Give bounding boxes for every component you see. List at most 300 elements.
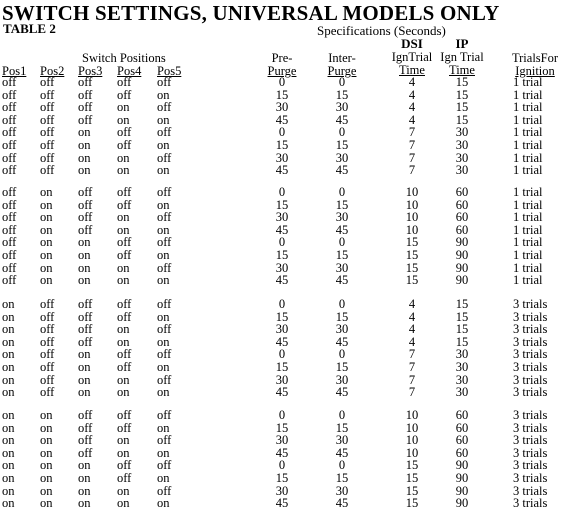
trials-cell: 3 trials <box>513 471 548 485</box>
ip-time-cell: 90 <box>455 458 469 473</box>
ip-time-cell: 15 <box>455 112 469 127</box>
trials-cell: 1 trial <box>513 248 543 262</box>
interpurge-cell: 45 <box>335 385 349 400</box>
pos1-cell: on <box>2 483 15 498</box>
pos5-cell: on <box>157 309 170 324</box>
interpurge-cell: 15 <box>335 87 349 102</box>
prepurge-cell: 0 <box>278 297 286 311</box>
pos4-cell: on <box>117 322 130 337</box>
ip-time-cell: 30 <box>455 125 469 140</box>
pos4-cell: on <box>117 163 130 178</box>
trials-cell: 3 trials <box>513 360 548 374</box>
dsi-time-cell: 15 <box>405 273 419 288</box>
trials-cell: 1 trial <box>513 210 543 225</box>
trials-header-line2: Ignition <box>515 64 555 78</box>
prepurge-cell: 30 <box>275 100 289 115</box>
pos3-cell: on <box>78 235 91 250</box>
pos4-cell: on <box>117 210 130 225</box>
pos5-cell: off <box>157 408 172 422</box>
interpurge-cell: 30 <box>335 260 349 275</box>
prepurge-cell: 30 <box>275 433 289 448</box>
ip-header: IP <box>455 36 469 51</box>
trials-cell: 1 trial <box>513 87 543 102</box>
ip-time-cell: 15 <box>455 297 469 311</box>
pos4-cell: on <box>117 483 130 498</box>
prepurge-cell: 15 <box>275 87 289 102</box>
prepurge-cell: 30 <box>275 210 289 225</box>
pos4-cell: off <box>117 309 132 324</box>
interpurge-cell: 0 <box>338 185 346 199</box>
pos2-cell: off <box>40 347 55 362</box>
pos5-cell: on <box>157 222 170 237</box>
prepurge-cell: 0 <box>278 347 286 362</box>
pos3-cell: off <box>78 334 93 349</box>
interpurge-cell: 30 <box>335 210 349 225</box>
interpurge-cell: 30 <box>335 100 349 115</box>
prepurge-cell: 45 <box>275 334 289 349</box>
pos1-cell: off <box>2 75 17 89</box>
dsi-time-cell: 7 <box>408 385 416 400</box>
pos3-cell: on <box>78 248 91 262</box>
pos4-cell: on <box>117 385 130 400</box>
prepurge-cell: 0 <box>278 185 286 199</box>
trials-cell: 3 trials <box>513 483 548 498</box>
pos4-cell: off <box>117 185 132 199</box>
prepurge-cell: 45 <box>275 112 289 127</box>
pos2-cell: off <box>40 297 55 311</box>
prepurge-cell: 30 <box>275 260 289 275</box>
pos1-cell: on <box>2 309 15 324</box>
prepurge-cell: 15 <box>275 309 289 324</box>
pos2-cell: off <box>40 385 55 400</box>
ip-time-cell: 30 <box>455 347 469 362</box>
pos4-cell: off <box>117 235 132 250</box>
trials-cell: 3 trials <box>513 297 548 311</box>
pos1-cell: on <box>2 496 15 511</box>
pos5-cell: off <box>157 458 172 473</box>
interpurge-header-line1: Inter- <box>328 51 356 65</box>
dsi-time-cell: 10 <box>405 445 419 460</box>
pos5-cell: on <box>157 360 170 374</box>
dsi-time-cell: 15 <box>405 235 419 250</box>
pos4-cell: off <box>117 297 132 311</box>
pos1-cell: on <box>2 471 15 485</box>
pos1-cell: off <box>2 260 17 275</box>
pos4-cell: on <box>117 433 130 448</box>
interpurge-cell: 45 <box>335 222 349 237</box>
trials-cell: 3 trials <box>513 458 548 473</box>
interpurge-cell: 15 <box>335 420 349 435</box>
pos4-cell: off <box>117 125 132 140</box>
switch-positions-header: Switch Positions <box>82 51 166 65</box>
ip-time-cell: 15 <box>455 75 469 89</box>
pos5-cell: off <box>157 297 172 311</box>
interpurge-cell: 0 <box>338 347 346 362</box>
ip-time-cell: 90 <box>455 235 469 250</box>
pos1-cell: off <box>2 273 17 288</box>
prepurge-cell: 45 <box>275 496 289 511</box>
trials-cell: 3 trials <box>513 309 548 324</box>
pos2-cell: on <box>40 260 53 275</box>
pos3-cell: off <box>78 75 93 89</box>
pos4-cell: off <box>117 420 132 435</box>
dsi-time-cell: 10 <box>405 222 419 237</box>
dsi-time-cell: 4 <box>408 87 416 102</box>
ip-time-cell: 30 <box>455 372 469 387</box>
pos3-cell: on <box>78 372 91 387</box>
pos3-cell: off <box>78 420 93 435</box>
prepurge-cell: 15 <box>275 138 289 152</box>
pos2-cell: off <box>40 150 55 165</box>
pos3-cell: on <box>78 483 91 498</box>
interpurge-cell: 0 <box>338 235 346 250</box>
pos4-cell: on <box>117 334 130 349</box>
pos4-cell: on <box>117 150 130 165</box>
ip-time-cell: 15 <box>455 87 469 102</box>
dsi-time-cell: 15 <box>405 248 419 262</box>
pos3-cell: off <box>78 322 93 337</box>
prepurge-cell: 30 <box>275 483 289 498</box>
dsi-time-cell: 15 <box>405 483 419 498</box>
pos2-cell: on <box>40 408 53 422</box>
prepurge-cell: 15 <box>275 248 289 262</box>
pos3-cell: off <box>78 100 93 115</box>
pos5-cell: on <box>157 112 170 127</box>
pos5-cell: on <box>157 87 170 102</box>
interpurge-cell: 0 <box>338 75 346 89</box>
pos4-cell: on <box>117 445 130 460</box>
trials-cell: 1 trial <box>513 125 543 140</box>
pos1-cell: off <box>2 185 17 199</box>
dsi-time-cell: 10 <box>405 185 419 199</box>
pos3-cell: on <box>78 260 91 275</box>
prepurge-cell: 15 <box>275 420 289 435</box>
trials-cell: 3 trials <box>513 347 548 362</box>
specifications-header: Specifications (Seconds) <box>317 23 446 38</box>
pos1-cell: on <box>2 297 15 311</box>
pos2-cell: on <box>40 496 53 511</box>
interpurge-cell: 30 <box>335 322 349 337</box>
pos3-cell: off <box>78 297 93 311</box>
pos4-cell: off <box>117 248 132 262</box>
pos1-cell: off <box>2 125 17 140</box>
dsi-time-cell: 7 <box>408 125 416 140</box>
pos2-cell: on <box>40 197 53 212</box>
pos1-cell: on <box>2 322 15 337</box>
pos2-header: Pos2 <box>40 64 65 78</box>
pos4-cell: on <box>117 100 130 115</box>
trials-cell: 1 trial <box>513 163 543 178</box>
pos4-cell: off <box>117 347 132 362</box>
ip-time-cell: 60 <box>455 420 469 435</box>
pos5-cell: on <box>157 420 170 435</box>
interpurge-cell: 45 <box>335 273 349 288</box>
trials-cell: 1 trial <box>513 112 543 127</box>
pos4-cell: on <box>117 273 130 288</box>
ip-time-cell: 30 <box>455 150 469 165</box>
pos1-cell: off <box>2 100 17 115</box>
interpurge-cell: 30 <box>335 433 349 448</box>
pos2-cell: on <box>40 471 53 485</box>
pos2-cell: on <box>40 483 53 498</box>
prepurge-cell: 30 <box>275 150 289 165</box>
dsi-time-cell: 7 <box>408 347 416 362</box>
pos5-cell: off <box>157 75 172 89</box>
prepurge-cell: 30 <box>275 322 289 337</box>
interpurge-cell: 15 <box>335 197 349 212</box>
pos3-cell: off <box>78 408 93 422</box>
ip-time-cell: 15 <box>455 100 469 115</box>
interpurge-header-line2: Purge <box>327 64 357 78</box>
pos3-cell: off <box>78 210 93 225</box>
dsi-time-header: Time <box>399 63 425 77</box>
pos1-cell: on <box>2 433 15 448</box>
pos3-cell: on <box>78 138 91 152</box>
dsi-time-cell: 10 <box>405 408 419 422</box>
pos2-cell: off <box>40 87 55 102</box>
dsi-time-cell: 15 <box>405 471 419 485</box>
dsi-time-cell: 15 <box>405 260 419 275</box>
ip-time-cell: 90 <box>455 273 469 288</box>
trials-cell: 1 trial <box>513 138 543 152</box>
trials-cell: 1 trial <box>513 235 543 250</box>
dsi-time-cell: 4 <box>408 75 416 89</box>
trials-cell: 1 trial <box>513 273 543 288</box>
interpurge-cell: 45 <box>335 112 349 127</box>
pos5-cell: off <box>157 210 172 225</box>
pos5-cell: off <box>157 483 172 498</box>
pos2-cell: off <box>40 360 55 374</box>
pos3-cell: on <box>78 458 91 473</box>
pos4-cell: on <box>117 112 130 127</box>
pos1-cell: off <box>2 197 17 212</box>
trials-cell: 3 trials <box>513 408 548 422</box>
interpurge-cell: 45 <box>335 445 349 460</box>
pos2-cell: on <box>40 210 53 225</box>
trials-cell: 1 trial <box>513 260 543 275</box>
pos5-cell: off <box>157 125 172 140</box>
ip-time-cell: 60 <box>455 222 469 237</box>
interpurge-cell: 30 <box>335 150 349 165</box>
pos1-cell: on <box>2 334 15 349</box>
dsi-time-cell: 7 <box>408 138 416 152</box>
prepurge-cell: 45 <box>275 222 289 237</box>
ip-time-cell: 60 <box>455 433 469 448</box>
pos3-cell: off <box>78 197 93 212</box>
ip-time-cell: 60 <box>455 210 469 225</box>
pos1-cell: off <box>2 248 17 262</box>
pos1-cell: on <box>2 347 15 362</box>
prepurge-header-line2: Purge <box>267 64 297 78</box>
pos5-cell: on <box>157 445 170 460</box>
pos2-cell: on <box>40 433 53 448</box>
pos5-cell: off <box>157 372 172 387</box>
interpurge-cell: 45 <box>335 334 349 349</box>
pos1-cell: off <box>2 112 17 127</box>
ip-time-cell: 90 <box>455 496 469 511</box>
pos3-cell: on <box>78 496 91 511</box>
table-label: TABLE 2 <box>3 21 56 36</box>
pos2-cell: off <box>40 163 55 178</box>
pos3-cell: on <box>78 471 91 485</box>
dsi-time-cell: 10 <box>405 197 419 212</box>
pos5-cell: off <box>157 100 172 115</box>
pos3-cell: off <box>78 185 93 199</box>
prepurge-cell: 15 <box>275 360 289 374</box>
ip-time-cell: 90 <box>455 471 469 485</box>
pos2-cell: off <box>40 100 55 115</box>
pos2-cell: on <box>40 420 53 435</box>
pos5-cell: on <box>157 471 170 485</box>
pos4-cell: off <box>117 408 132 422</box>
dsi-time-cell: 4 <box>408 322 416 337</box>
ip-time-cell: 60 <box>455 185 469 199</box>
pos3-cell: on <box>78 125 91 140</box>
pos4-cell: off <box>117 360 132 374</box>
pos4-cell: on <box>117 372 130 387</box>
pos4-cell: off <box>117 75 132 89</box>
pos1-cell: on <box>2 420 15 435</box>
dsi-time-cell: 7 <box>408 360 416 374</box>
pos1-cell: on <box>2 445 15 460</box>
pos2-cell: on <box>40 185 53 199</box>
ip-time-cell: 30 <box>455 163 469 178</box>
dsi-time-cell: 15 <box>405 458 419 473</box>
pos1-cell: off <box>2 150 17 165</box>
pos3-cell: on <box>78 347 91 362</box>
interpurge-cell: 0 <box>338 125 346 140</box>
pos3-cell: off <box>78 222 93 237</box>
pos4-cell: off <box>117 138 132 152</box>
dsi-time-cell: 10 <box>405 420 419 435</box>
pos5-cell: off <box>157 433 172 448</box>
pos1-cell: on <box>2 372 15 387</box>
prepurge-cell: 45 <box>275 273 289 288</box>
ip-time-cell: 15 <box>455 309 469 324</box>
pos5-cell: on <box>157 334 170 349</box>
trials-cell: 3 trials <box>513 445 548 460</box>
interpurge-cell: 15 <box>335 360 349 374</box>
pos2-cell: off <box>40 322 55 337</box>
pos2-cell: off <box>40 125 55 140</box>
dsi-time-cell: 10 <box>405 433 419 448</box>
prepurge-cell: 0 <box>278 75 286 89</box>
pos4-cell: off <box>117 87 132 102</box>
pos1-cell: on <box>2 385 15 400</box>
pos5-cell: on <box>157 197 170 212</box>
ip-ign-trial-header: Ign Trial <box>440 50 484 64</box>
pos3-cell: on <box>78 150 91 165</box>
dsi-ign-trial-header: IgnTrial <box>391 50 433 64</box>
pos4-cell: on <box>117 496 130 511</box>
pos5-cell: off <box>157 260 172 275</box>
pos3-cell: on <box>78 360 91 374</box>
trials-cell: 3 trials <box>513 433 548 448</box>
interpurge-cell: 0 <box>338 458 346 473</box>
pos1-cell: off <box>2 138 17 152</box>
pos1-cell: on <box>2 458 15 473</box>
ip-time-cell: 30 <box>455 385 469 400</box>
pos2-cell: on <box>40 248 53 262</box>
interpurge-cell: 15 <box>335 471 349 485</box>
interpurge-cell: 30 <box>335 483 349 498</box>
pos1-cell: on <box>2 408 15 422</box>
interpurge-cell: 15 <box>335 248 349 262</box>
interpurge-cell: 15 <box>335 138 349 152</box>
interpurge-cell: 45 <box>335 496 349 511</box>
dsi-time-cell: 4 <box>408 112 416 127</box>
pos5-cell: on <box>157 385 170 400</box>
interpurge-cell: 15 <box>335 309 349 324</box>
prepurge-cell: 15 <box>275 471 289 485</box>
trials-cell: 3 trials <box>513 372 548 387</box>
trials-cell: 1 trial <box>513 100 543 115</box>
pos1-cell: off <box>2 87 17 102</box>
pos5-cell: on <box>157 163 170 178</box>
ip-time-cell: 30 <box>455 360 469 374</box>
ip-time-cell: 60 <box>455 408 469 422</box>
pos3-cell: off <box>78 112 93 127</box>
pos2-cell: off <box>40 75 55 89</box>
ip-time-cell: 15 <box>455 334 469 349</box>
trials-cell: 3 trials <box>513 496 548 511</box>
trials-cell: 1 trial <box>513 150 543 165</box>
prepurge-cell: 45 <box>275 385 289 400</box>
prepurge-cell: 30 <box>275 372 289 387</box>
pos3-cell: on <box>78 163 91 178</box>
trials-header-line1: TrialsFor <box>511 51 559 65</box>
pos5-cell: on <box>157 496 170 511</box>
pos5-cell: on <box>157 138 170 152</box>
pos4-cell: off <box>117 471 132 485</box>
pos4-cell: off <box>117 197 132 212</box>
pos2-cell: on <box>40 235 53 250</box>
ip-time-cell: 30 <box>455 138 469 152</box>
interpurge-cell: 30 <box>335 372 349 387</box>
pos4-cell: on <box>117 260 130 275</box>
pos5-cell: on <box>157 273 170 288</box>
pos5-header: Pos5 <box>157 64 182 78</box>
dsi-time-cell: 7 <box>408 372 416 387</box>
interpurge-cell: 0 <box>338 297 346 311</box>
pos1-cell: on <box>2 360 15 374</box>
pos4-cell: on <box>117 222 130 237</box>
pos3-cell: off <box>78 309 93 324</box>
dsi-time-cell: 4 <box>408 309 416 324</box>
prepurge-cell: 0 <box>278 235 286 250</box>
dsi-time-cell: 7 <box>408 163 416 178</box>
ip-time-cell: 90 <box>455 483 469 498</box>
trials-cell: 1 trial <box>513 75 543 89</box>
dsi-time-cell: 7 <box>408 150 416 165</box>
pos2-cell: on <box>40 273 53 288</box>
pos2-cell: off <box>40 138 55 152</box>
pos2-cell: on <box>40 445 53 460</box>
ip-time-cell: 15 <box>455 322 469 337</box>
prepurge-cell: 45 <box>275 163 289 178</box>
ip-time-cell: 60 <box>455 197 469 212</box>
prepurge-cell: 0 <box>278 408 286 422</box>
trials-cell: 3 trials <box>513 322 548 337</box>
document-title: SWITCH SETTINGS, UNIVERSAL MODELS ONLY <box>2 1 500 25</box>
interpurge-cell: 45 <box>335 163 349 178</box>
dsi-time-cell: 10 <box>405 210 419 225</box>
ip-time-cell: 90 <box>455 248 469 262</box>
pos5-cell: off <box>157 150 172 165</box>
pos2-cell: off <box>40 309 55 324</box>
dsi-time-cell: 4 <box>408 334 416 349</box>
ip-time-cell: 60 <box>455 445 469 460</box>
